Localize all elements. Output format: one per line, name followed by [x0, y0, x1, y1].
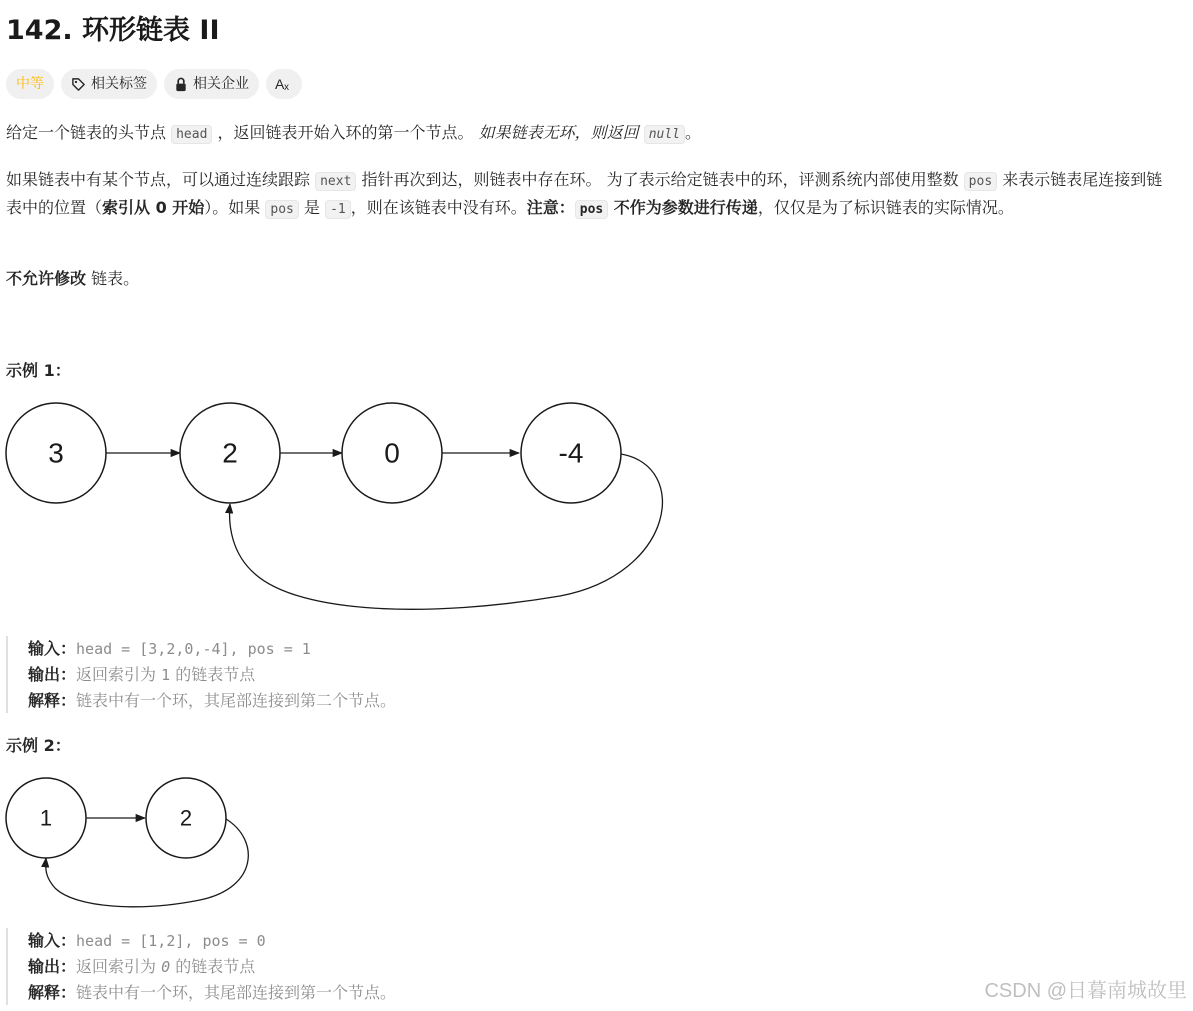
- translate-icon: [275, 76, 293, 92]
- list-node: [146, 778, 226, 858]
- example-2-io-block: [6, 928, 396, 1005]
- inline-code-null: null: [644, 125, 685, 144]
- inline-code-pos: pos: [575, 200, 608, 219]
- input-line: [28, 928, 396, 954]
- output-line: [28, 662, 396, 688]
- desc-text: 如果链表中有某个节点，可以通过连续跟踪: [6, 170, 316, 189]
- inline-code-pos: pos: [265, 200, 298, 219]
- output-text: 返回索引为: [76, 665, 162, 684]
- problem-title: 142. 环形链表 II: [6, 15, 220, 46]
- explain-label: 解释：: [28, 983, 77, 1002]
- desc-text: 指针再次到达，则链表中存在环。 为了表示给定链表中的环，评测系统内部使用整数: [356, 170, 964, 189]
- example-1-title: 示例 1：: [6, 361, 71, 380]
- desc-text: ）。如果: [204, 198, 266, 217]
- explain-value: 链表中有一个环，其尾部连接到第一个节点。: [76, 983, 397, 1002]
- output-line: [28, 954, 396, 980]
- node-value: 1: [39, 805, 53, 831]
- input-value: head = [3,2,0,-4], pos = 1: [76, 640, 311, 658]
- list-node: [6, 778, 86, 858]
- example-1-diagram: [0, 396, 680, 620]
- example-2-diagram: [0, 770, 270, 920]
- description-paragraph-2: [6, 167, 1176, 223]
- output-text: 的链表节点: [170, 957, 256, 976]
- inline-code-pos: pos: [964, 172, 997, 191]
- related-tags-button[interactable]: [61, 69, 157, 99]
- node-value: 2: [179, 805, 193, 831]
- node-value: 3: [48, 437, 64, 469]
- desc-text: 是: [298, 198, 326, 217]
- explain-label: 解释：: [28, 691, 77, 710]
- related-companies-button[interactable]: [164, 69, 259, 99]
- output-index: 0: [161, 958, 171, 976]
- example-1-io-block: [6, 636, 396, 713]
- tag-icon: [71, 77, 86, 92]
- svg-text:A: A: [275, 76, 285, 92]
- translate-button[interactable]: [266, 69, 302, 99]
- list-node: [342, 403, 442, 503]
- desc-bold: 不允许修改: [6, 269, 87, 288]
- desc-text: 链表。: [86, 269, 140, 288]
- input-label: 输入：: [28, 931, 77, 950]
- list-node: [6, 403, 106, 503]
- explain-line: [28, 688, 396, 713]
- input-value: head = [1,2], pos = 0: [76, 932, 266, 950]
- desc-text: 。: [685, 123, 702, 142]
- example-2-title: 示例 2：: [6, 736, 71, 755]
- node-value: -4: [558, 437, 584, 469]
- output-label: 输出：: [28, 665, 77, 684]
- description-paragraph-3: [6, 266, 1176, 292]
- input-line: [28, 636, 396, 662]
- output-text: 的链表节点: [170, 665, 256, 684]
- explain-line: [28, 980, 396, 1005]
- list-node: [521, 403, 621, 503]
- desc-text: 如果链表无环，则返回: [478, 123, 644, 142]
- desc-italic: [479, 123, 685, 142]
- output-text: 返回索引为: [76, 957, 162, 976]
- desc-bold: 索引从 0 开始: [102, 198, 205, 217]
- related-tags-label: 相关标签: [91, 76, 147, 92]
- output-label: 输出：: [28, 957, 77, 976]
- desc-text: ，则在该链表中没有环。: [350, 198, 527, 217]
- desc-text: 给定一个链表的头节点: [6, 123, 172, 142]
- node-value: 2: [222, 437, 238, 469]
- desc-bold: 不作为参数进行传递: [608, 198, 758, 217]
- desc-text: ，返回链表开始入环的第一个节点。: [212, 123, 479, 142]
- input-label: 输入：: [28, 639, 77, 658]
- output-index: 1: [161, 666, 171, 684]
- svg-text:x: x: [284, 82, 289, 92]
- watermark: CSDN @日暮南城故里: [984, 980, 1187, 1002]
- node-value: 0: [384, 437, 400, 469]
- inline-code-head: head: [171, 125, 212, 144]
- difficulty-badge: [6, 69, 54, 99]
- explain-value: 链表中有一个环，其尾部连接到第二个节点。: [76, 691, 397, 710]
- related-companies-label: 相关企业: [193, 76, 249, 92]
- tag-bar: [6, 69, 302, 99]
- difficulty-label: 中等: [16, 76, 44, 92]
- inline-code-next: next: [315, 172, 356, 191]
- lock-icon: [174, 77, 188, 92]
- desc-bold: 注意：: [526, 198, 575, 217]
- description-paragraph-1: [6, 120, 1176, 148]
- inline-code-minus-one: -1: [325, 200, 351, 219]
- list-node: [180, 403, 280, 503]
- desc-text: 来表示链表尾连接到链表中的位置（: [6, 170, 1163, 217]
- desc-text: ，仅仅是为了标识链表的实际情况。: [757, 198, 1014, 217]
